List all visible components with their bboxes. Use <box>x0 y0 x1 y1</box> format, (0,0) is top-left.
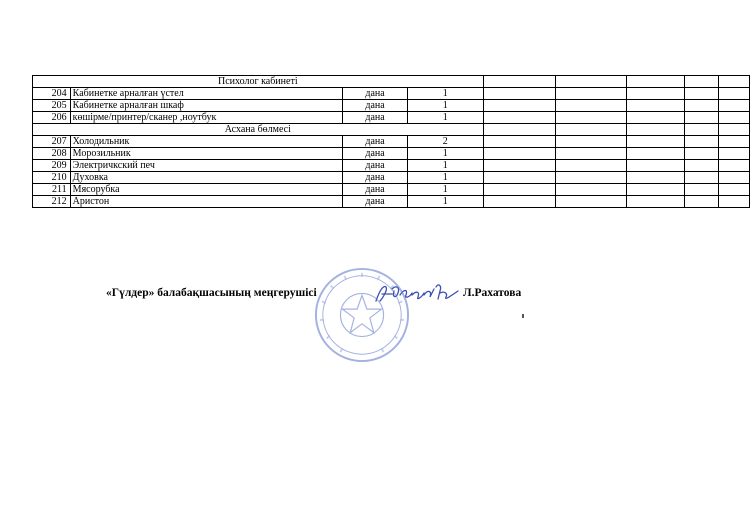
empty-cell <box>718 112 749 124</box>
item-name: Кабинетке арналған үстел <box>70 88 343 100</box>
unit: дана <box>343 136 407 148</box>
empty-cell <box>556 112 627 124</box>
quantity: 1 <box>407 148 483 160</box>
empty-cell <box>718 184 749 196</box>
signatory-role: «Гүлдер» балабақшасының меңгерушісі <box>106 287 317 299</box>
row-number: 206 <box>33 112 71 124</box>
section-header-row <box>33 76 750 88</box>
table-row <box>33 100 750 112</box>
empty-cell <box>556 172 627 184</box>
quantity: 2 <box>407 136 483 148</box>
row-number: 211 <box>33 184 71 196</box>
quantity: 1 <box>407 160 483 172</box>
unit: дана <box>343 112 407 124</box>
empty-cell <box>556 148 627 160</box>
empty-cell <box>626 76 684 88</box>
empty-cell <box>626 136 684 148</box>
empty-cell <box>684 124 718 136</box>
unit: дана <box>343 172 407 184</box>
table-row <box>33 172 750 184</box>
empty-cell <box>483 172 556 184</box>
item-name: Кабинетке арналған шкаф <box>70 100 343 112</box>
row-number: 204 <box>33 88 71 100</box>
empty-cell <box>718 148 749 160</box>
empty-cell <box>718 124 749 136</box>
empty-cell <box>556 124 627 136</box>
quantity: 1 <box>407 184 483 196</box>
empty-cell <box>483 100 556 112</box>
signatory-name: Л.Рахатова <box>463 287 522 299</box>
empty-cell <box>684 76 718 88</box>
empty-cell <box>483 124 556 136</box>
empty-cell <box>626 88 684 100</box>
empty-cell <box>556 100 627 112</box>
table-row <box>33 88 750 100</box>
item-name: Духовка <box>70 172 343 184</box>
item-name: Морозильник <box>70 148 343 160</box>
empty-cell <box>626 148 684 160</box>
empty-cell <box>684 172 718 184</box>
table-row <box>33 160 750 172</box>
row-number: 212 <box>33 196 71 208</box>
empty-cell <box>684 112 718 124</box>
table-row <box>33 112 750 124</box>
table-row <box>33 136 750 148</box>
empty-cell <box>718 160 749 172</box>
empty-cell <box>684 160 718 172</box>
unit: дана <box>343 148 407 160</box>
section-title: Асхана бөлмесі <box>33 124 484 136</box>
empty-cell <box>483 196 556 208</box>
inventory-table <box>32 75 750 208</box>
empty-cell <box>556 136 627 148</box>
quantity: 1 <box>407 172 483 184</box>
quantity: 1 <box>407 100 483 112</box>
empty-cell <box>684 196 718 208</box>
empty-cell <box>684 184 718 196</box>
unit: дана <box>343 196 407 208</box>
empty-cell <box>626 100 684 112</box>
empty-cell <box>483 112 556 124</box>
empty-cell <box>718 136 749 148</box>
item-name: Аристон <box>70 196 343 208</box>
section-header-row <box>33 124 750 136</box>
table-row <box>33 184 750 196</box>
empty-cell <box>556 184 627 196</box>
empty-cell <box>684 136 718 148</box>
empty-cell <box>483 184 556 196</box>
unit: дана <box>343 100 407 112</box>
empty-cell <box>626 124 684 136</box>
row-number: 208 <box>33 148 71 160</box>
empty-cell <box>684 88 718 100</box>
row-number: 209 <box>33 160 71 172</box>
item-name: Холодильник <box>70 136 343 148</box>
unit: дана <box>343 184 407 196</box>
item-name: көшірме/принтер/сканер ,ноутбук <box>70 112 343 124</box>
empty-cell <box>684 148 718 160</box>
empty-cell <box>483 148 556 160</box>
unit: дана <box>343 88 407 100</box>
empty-cell <box>556 76 627 88</box>
empty-cell <box>483 136 556 148</box>
quantity: 1 <box>407 196 483 208</box>
empty-cell <box>483 88 556 100</box>
item-name: Электричкский печ <box>70 160 343 172</box>
official-stamp <box>313 266 411 364</box>
empty-cell <box>556 88 627 100</box>
empty-cell <box>718 88 749 100</box>
ink-mark <box>522 314 524 318</box>
empty-cell <box>556 160 627 172</box>
empty-cell <box>718 100 749 112</box>
empty-cell <box>626 184 684 196</box>
table-row <box>33 148 750 160</box>
empty-cell <box>626 160 684 172</box>
quantity: 1 <box>407 88 483 100</box>
empty-cell <box>718 76 749 88</box>
row-number: 205 <box>33 100 71 112</box>
empty-cell <box>626 196 684 208</box>
row-number: 210 <box>33 172 71 184</box>
empty-cell <box>626 172 684 184</box>
row-number: 207 <box>33 136 71 148</box>
section-title: Психолог кабинеті <box>33 76 484 88</box>
empty-cell <box>684 100 718 112</box>
empty-cell <box>718 196 749 208</box>
empty-cell <box>718 172 749 184</box>
empty-cell <box>626 112 684 124</box>
empty-cell <box>556 196 627 208</box>
quantity: 1 <box>407 112 483 124</box>
item-name: Мясорубка <box>70 184 343 196</box>
empty-cell <box>483 160 556 172</box>
table-row <box>33 196 750 208</box>
empty-cell <box>483 76 556 88</box>
unit: дана <box>343 160 407 172</box>
inventory-table-body <box>33 76 750 208</box>
